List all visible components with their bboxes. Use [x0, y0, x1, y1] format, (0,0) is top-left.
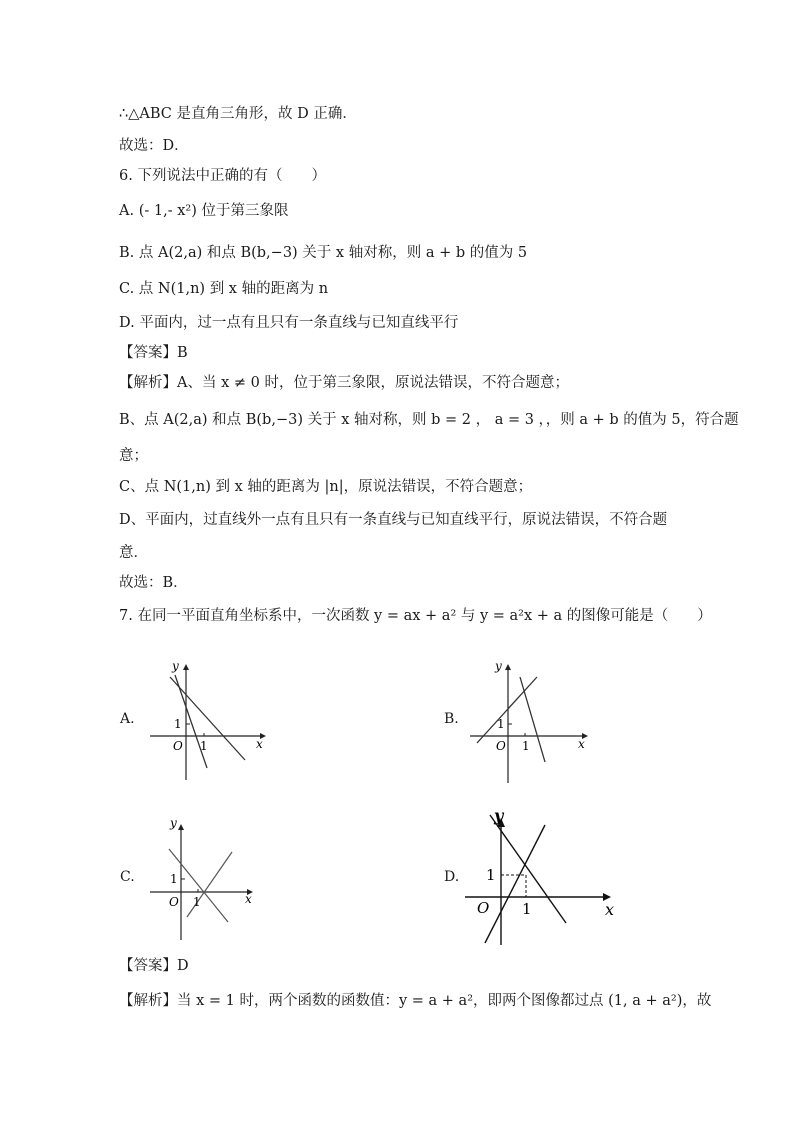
label-o: O: [477, 899, 490, 917]
q6-option-c: C. 点 N(1,n) 到 x 轴的距离为 n: [119, 281, 329, 297]
prev-conclusion: ∴△ABC 是直角三角形，故 D 正确．: [119, 106, 357, 122]
q6-option-d: D. 平面内，过一点有且只有一条直线与已知直线平行: [119, 315, 459, 331]
q7-option-a-label: A.: [120, 711, 135, 727]
q7-option-c-label: C.: [120, 869, 135, 885]
label-one-y: 1: [174, 717, 182, 731]
y-arrow: [183, 664, 189, 670]
q6-option-b: B. 点 A(2,a) 和点 B(b,−3) 关于 x 轴对称，则 a + b 的值为 5: [119, 245, 528, 261]
q7-graph-b: [465, 655, 595, 785]
q6-analysis-b1: B、点 A(2,a) 和点 B(b,−3) 关于 x 轴对称，则 b = 2 ， a = 3 ，，则 a + b 的值为 5，符合题: [119, 412, 739, 428]
q6-analysis-d2: 意．: [119, 545, 148, 561]
q6-analysis-a: 【解析】A、当 x ≠ 0 时，位于第三象限，原说法错误，不符合题意；: [119, 375, 569, 391]
q7-analysis: 【解析】当 x = 1 时，两个函数的函数值：y = a + a²，即两个图像都过点 (1, a + a²)，故: [119, 993, 712, 1009]
y-arrow: [178, 824, 184, 830]
q7-option-d-label: D.: [444, 869, 460, 885]
label-y: y: [172, 659, 179, 673]
label-x: x: [578, 737, 585, 751]
label-one-x: 1: [522, 900, 532, 918]
q6-analysis-d1: D、平面内，过直线外一点有且只有一条直线与已知直线平行，原说法错误，不符合题: [119, 512, 668, 528]
label-y: y: [170, 816, 177, 830]
label-x: x: [605, 900, 615, 919]
label-one-y: 1: [170, 872, 178, 886]
label-o: O: [173, 739, 183, 753]
y-arrow: [505, 664, 511, 670]
q6-option-a: A. (- 1,- x²) 位于第三象限: [119, 203, 289, 219]
q7-option-b-label: B.: [444, 711, 459, 727]
line-1: [477, 677, 537, 743]
label-one-y: 1: [486, 866, 496, 884]
label-one-x: 1: [193, 895, 201, 909]
q7-stem: 7. 在同一平面直角坐标系中，一次函数 y = ax + a² 与 y = a²x + a 的图像可能是（ ）: [119, 608, 712, 624]
q6-analysis-c: C、点 N(1,n) 到 x 轴的距离为 |n|，原说法错误，不符合题意；: [119, 479, 533, 495]
label-one-y: 1: [497, 717, 505, 731]
line-1: [169, 849, 228, 922]
q6-stem: 6. 下列说法中正确的有（ ）: [119, 168, 326, 184]
label-x: x: [256, 737, 263, 751]
label-x: x: [245, 892, 252, 906]
label-one-x: 1: [522, 739, 530, 753]
prev-choice: 故选：D．: [119, 138, 189, 154]
line-2: [485, 825, 545, 943]
q7-graph-d: [460, 805, 620, 950]
label-y: y: [494, 806, 504, 825]
q7-graph-c: [145, 812, 270, 944]
q7-answer: 【答案】D: [119, 958, 189, 974]
q6-analysis-b2: 意；: [119, 448, 148, 464]
label-one-x: 1: [200, 739, 208, 753]
label-o: O: [169, 895, 179, 909]
q6-choice: 故选：B．: [119, 575, 188, 591]
label-o: O: [496, 739, 506, 753]
label-y: y: [495, 659, 502, 673]
q6-answer: 【答案】B: [119, 345, 188, 361]
q7-graph-a: [145, 655, 270, 785]
